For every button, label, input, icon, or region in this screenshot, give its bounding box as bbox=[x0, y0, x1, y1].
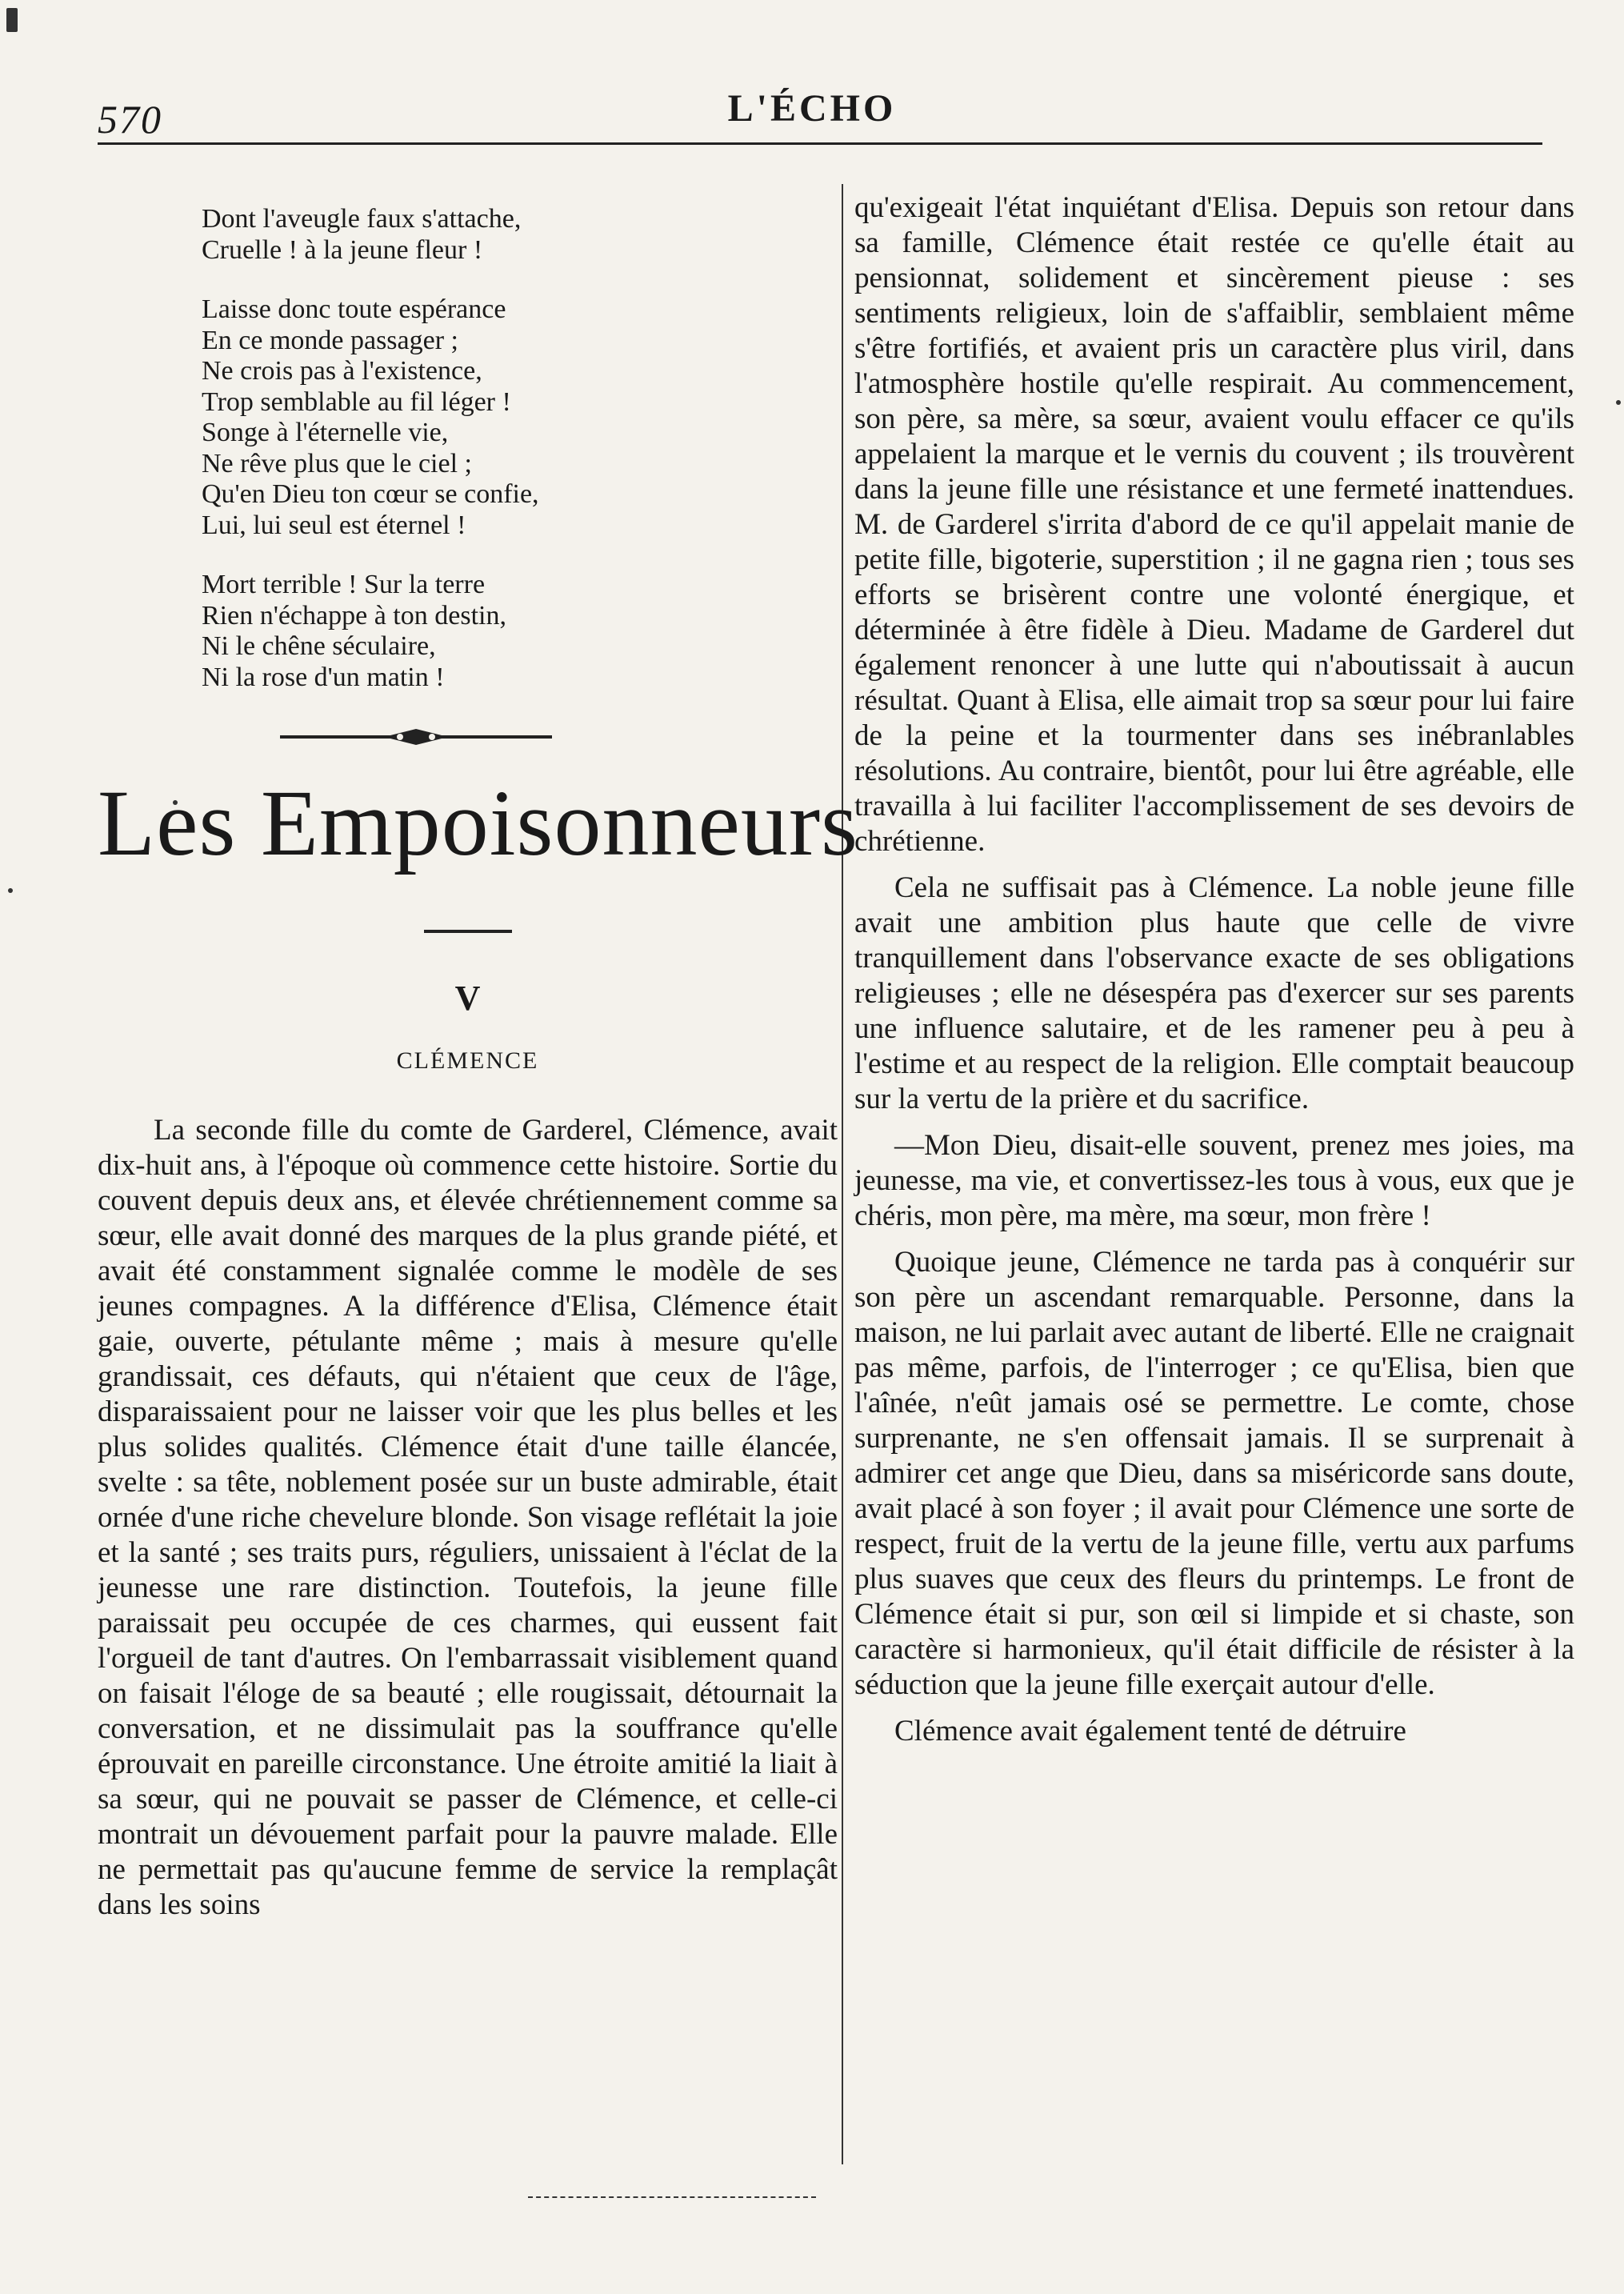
chapter-title: CLÉMENCE bbox=[396, 1047, 539, 1074]
poem-line: Ne crois pas à l'existence, bbox=[202, 356, 482, 386]
poem-line: Qu'en Dieu ton cœur se confie, bbox=[202, 479, 539, 509]
poem-line: Mort terrible ! Sur la terre bbox=[202, 570, 486, 599]
poem bbox=[202, 204, 838, 693]
page-number: 570 bbox=[98, 97, 162, 142]
right-column bbox=[854, 190, 1574, 1760]
scan-speck bbox=[8, 888, 13, 893]
left-column bbox=[98, 204, 859, 1923]
header-rule bbox=[98, 142, 1542, 145]
poem-line: Ne rêve plus que le ciel ; bbox=[202, 448, 472, 478]
poem-line: Laisse donc toute espérance bbox=[202, 294, 506, 324]
footer-rule bbox=[528, 2196, 816, 2198]
article-title: Les Empoisonneurs bbox=[98, 771, 859, 875]
article-paragraph: Cela ne suffisait pas à Clémence. La noble jeune fille avait une ambition plus haute que celle de vivre tranquillement dans l'observance exacte de ses obligations religieuses ; elle ne désespéra pas d'exercer sur ses parents une influence salutaire, et de les ramener peu à peu à l'estime et au respect de la religion. Elle comptait beaucoup sur la vertu de la prière et du sacrifice. bbox=[854, 871, 1574, 1115]
poem-line: Songe à l'éternelle vie, bbox=[202, 418, 449, 447]
poem-line: Ni la rose d'un matin ! bbox=[202, 662, 445, 692]
title-rule bbox=[424, 930, 512, 933]
poem-line: Ni le chêne séculaire, bbox=[202, 631, 436, 661]
article-paragraph: Clémence avait également tenté de détruire bbox=[894, 1715, 1406, 1748]
scan-speck bbox=[1616, 400, 1621, 405]
poem-line: Lui, lui seul est éternel ! bbox=[202, 510, 466, 540]
poem-stanza bbox=[202, 204, 838, 266]
poem-stanza bbox=[202, 570, 838, 693]
article-paragraph: La seconde fille du comte de Garderel, Clémence, avait dix-huit ans, à l'époque où commence cette histoire. Sortie du couvent depuis deux ans, et élevée chrétiennement comme sa sœur, elle avait donné des marques de la plus grande piété, et avait été constamment signalée comme le modèle de ses jeunes compagnes. A la différence d'Elisa, Clémence était gaie, ouverte, pétulante même ; mais à mesure qu'elle grandissait, ces défauts, qui n'étaient que ceux de l'âge, disparaissaient pour ne laisser voir que les plus belles et les plus solides qualités. Clémence était d'une taille élancée, svelte : sa tête, noblement posée sur un buste admirable, était ornée d'une riche chevelure blonde. Son visage reflétait la joie et la santé ; ses traits purs, réguliers, unissaient à l'éclat de la jeunesse une rare distinction. Toutefois, la jeune fille paraissait peu occupée de ces charmes, qui eussent fait l'orgueil de tant d'autres. On l'embarrassait visiblement quand on faisait l'éloge de sa beauté ; elle rougissait, détournait la conversation, et ne dissimulait pas la souffrance qu'elle éprouvait en pareille circonstance. Une étroite amitié la liait à sa sœur, qui ne pouvait se passer de Clémence, et celle-ci montrait un dévouement parfait pour la pauvre malade. Elle ne permettait pas qu'aucune femme de service la remplaçât dans les soins bbox=[98, 1114, 838, 1921]
column-divider bbox=[842, 184, 843, 2164]
poem-line: En ce monde passager ; bbox=[202, 325, 458, 355]
poem-line: Dont l'aveugle faux s'attache, bbox=[202, 204, 522, 234]
poem-line: Cruelle ! à la jeune fleur ! bbox=[202, 234, 483, 265]
running-title: L'ÉCHO bbox=[727, 87, 897, 130]
article-paragraph: —Mon Dieu, disait-elle souvent, prenez mes joies, ma jeunesse, ma vie, et convertissez-les tous à vous, eux que je chéris, mon père, ma mère, ma sœur, mon frère ! bbox=[854, 1129, 1574, 1232]
scan-mark bbox=[6, 8, 18, 32]
ornament-divider bbox=[280, 725, 552, 749]
poem-line: Rien n'échappe à ton destin, bbox=[202, 600, 506, 631]
article-paragraph: Quoique jeune, Clémence ne tarda pas à conquérir sur son père un ascendant remarquable. Personne, dans la maison, ne lui parlait avec autant de liberté. Elle ne craignait pas même, parfois, de l'interroger ; ce qu'Elisa, bien que l'aînée, n'eût jamais osé se permettre. Le comte, chose surprenante, ne s'en offensait jamais. Il se surprenait à admirer cet ange que Dieu, dans sa miséricorde sans doute, avait placé à son foyer ; il avait pour Clémence une sorte de respect, fruit de la vertu de la jeune fille, vertu aux parfums plus suaves que ceux des fleurs du printemps. Le front de Clémence était si pur, son œil si limpide et si chaste, son caractère si harmonieux, qu'il était difficile de résister à la séduction que la jeune fille exerçait autour d'elle. bbox=[854, 1246, 1574, 1701]
poem-line: Trop semblable au fil léger ! bbox=[202, 386, 511, 417]
poem-stanza bbox=[202, 294, 838, 541]
chapter-number: V bbox=[454, 979, 481, 1018]
article-paragraph: qu'exigeait l'état inquiétant d'Elisa. Depuis son retour dans sa famille, Clémence était restée ce qu'elle était au pensionnat, solidement et sincèrement pieuse : ses sentiments religieux, loin de s'affaiblir, semblaient même s'être fortifiés, et avaient pris un caractère plus viril, dans l'atmosphère hostile qu'elle respirait. Au commencement, son père, sa mère, sa sœur, avaient voulu effacer ce qu'ils appelaient la marque et le vernis du couvent ; ils trouvèrent dans la jeune fille une résistance et une fermeté inattendues. M. de Garderel s'irrita d'abord de ce qu'il appelait manie de petite fille, bigoterie, superstition ; il ne gagna rien ; tous ses efforts se brisèrent contre une volonté énergique, et déterminée à être fidèle à Dieu. Madame de Garderel dut également renoncer à une lutte qui n'aboutissait à aucun résultat. Quant à Elisa, elle aimait trop sa sœur pour lui faire de la peine et la tourmenter dans ses inébranlables résolutions. Au contraire, bientôt, pour lui être agréable, elle travailla à lui faciliter l'accomplissement de ses devoirs de chrétienne. bbox=[854, 191, 1574, 858]
